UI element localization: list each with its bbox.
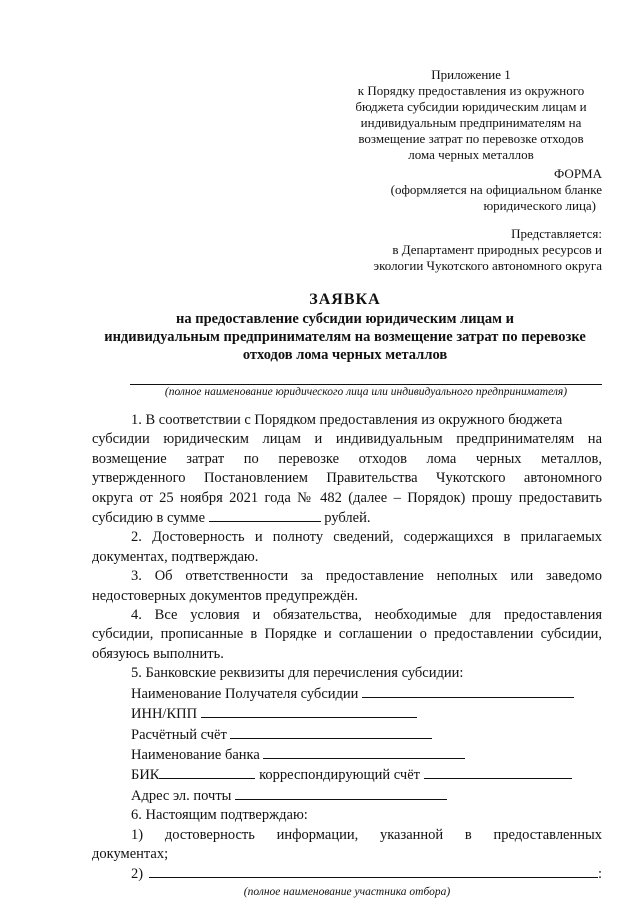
form-note-text: (оформляется на официальном бланке <box>390 182 602 197</box>
item-1-line: утвержденного Постановлением Правительства Чукотского автономного <box>92 470 602 487</box>
item-4-line: обязуюсь выполнить. <box>92 645 224 662</box>
applicant-caption: (полное наименование юридического лица или индивидуального предпринимателя) <box>164 386 568 398</box>
form-label: ФОРМА <box>554 166 602 181</box>
submitted-label: Представляется: <box>511 226 602 241</box>
inn-row <box>92 704 602 724</box>
bank-label: Наименование банка <box>131 746 260 763</box>
item-6-2-colon: : <box>597 866 602 883</box>
recipient-row <box>92 684 602 704</box>
title-line: индивидуальным предпринимателям на возмещение затрат по перевозке <box>104 329 586 345</box>
item-1-line: округа от 25 ноября 2021 года № 482 (далее – Порядок) прошу предоставить <box>92 489 602 506</box>
appendix-text: к Порядку предоставления из окружного <box>357 83 585 98</box>
item-1-amount-line <box>92 508 602 528</box>
recipient-label: Наименование Получателя субсидии <box>131 685 359 702</box>
submitted-text: в Департамент природных ресурсов и <box>392 242 602 257</box>
item-1-line: 1. В соответствии с Порядком предоставления из окружного бюджета <box>131 412 563 428</box>
bik-row <box>92 765 602 785</box>
bank-row <box>92 745 602 765</box>
email-label: Адрес эл. почты <box>131 787 232 804</box>
title-heading: ЗАЯВКА <box>309 291 381 308</box>
item-6-2-row <box>92 864 602 884</box>
account-field[interactable] <box>230 725 432 739</box>
item-6-heading: 6. Настоящим подтверждаю: <box>131 807 308 824</box>
account-row <box>92 725 602 745</box>
document-title <box>80 290 610 364</box>
appendix-text: индивидуальным предпринимателям на <box>360 115 582 130</box>
email-field[interactable] <box>235 786 447 800</box>
item-3-line: 3. Об ответственности за предоставление неполных или заведомо <box>131 568 602 585</box>
item-2-line: 2. Достоверность и полноту сведений, содержащихся в прилагаемых <box>131 529 602 546</box>
item-1-line: возмещение затрат по перевозке отходов лома черных металлов, <box>92 450 602 467</box>
currency-label: рублей. <box>324 510 371 527</box>
appendix-block <box>340 67 602 163</box>
inn-label: ИНН/КПП <box>131 706 198 723</box>
bik-field[interactable] <box>159 765 255 779</box>
email-row <box>92 786 602 806</box>
participant-caption: (полное наименование участника отбора) <box>243 885 451 898</box>
form-note <box>391 166 602 214</box>
item-1-line: субсидии юридическим лицам и индивидуальным предпринимателям на <box>92 431 602 448</box>
appendix-text: бюджета субсидии юридическим лицам и <box>355 99 587 114</box>
item-3-line: недостоверных документов предупреждён. <box>92 587 358 604</box>
submitted-to <box>374 226 603 274</box>
item-4-line: 4. Все условия и обязательства, необходимые для предоставления <box>131 607 602 624</box>
item-2-line: документах, подтверждаю. <box>92 548 259 565</box>
appendix-number: Приложение 1 <box>431 67 511 82</box>
corr-field[interactable] <box>424 765 572 779</box>
form-note-text: юридического лица) <box>483 198 596 213</box>
corr-label: корреспондирующий счёт <box>259 767 420 784</box>
item-5-heading: 5. Банковские реквизиты для перечисления субсидии: <box>131 665 464 682</box>
item-6-2-number: 2) <box>131 866 144 883</box>
item-6-1-line: 1) достоверность информации, указанной в предоставленных <box>131 826 602 843</box>
title-line: отходов лома черных металлов <box>242 347 448 363</box>
appendix-text: возмещение затрат по перевозке отходов <box>358 131 584 146</box>
submitted-text: экологии Чукотского автономного округа <box>373 258 602 273</box>
application-body <box>92 411 602 902</box>
recipient-field[interactable] <box>362 684 574 698</box>
bik-label: БИК <box>131 767 160 784</box>
applicant-name-line <box>130 384 602 385</box>
amount-field[interactable] <box>209 508 321 522</box>
title-line: на предоставление субсидии юридическим лицам и <box>175 311 515 327</box>
bank-field[interactable] <box>263 745 465 759</box>
account-label: Расчётный счёт <box>131 726 227 743</box>
item-6-1-line: документах; <box>92 845 169 862</box>
appendix-text: лома черных металлов <box>408 147 534 162</box>
inn-field[interactable] <box>201 704 417 718</box>
participant-name-field[interactable] <box>149 864 598 878</box>
item-4-line: субсидии, прописанные в Порядке и соглашении о предоставлении субсидии, <box>92 626 602 643</box>
amount-label: субсидию в сумме <box>92 510 206 527</box>
